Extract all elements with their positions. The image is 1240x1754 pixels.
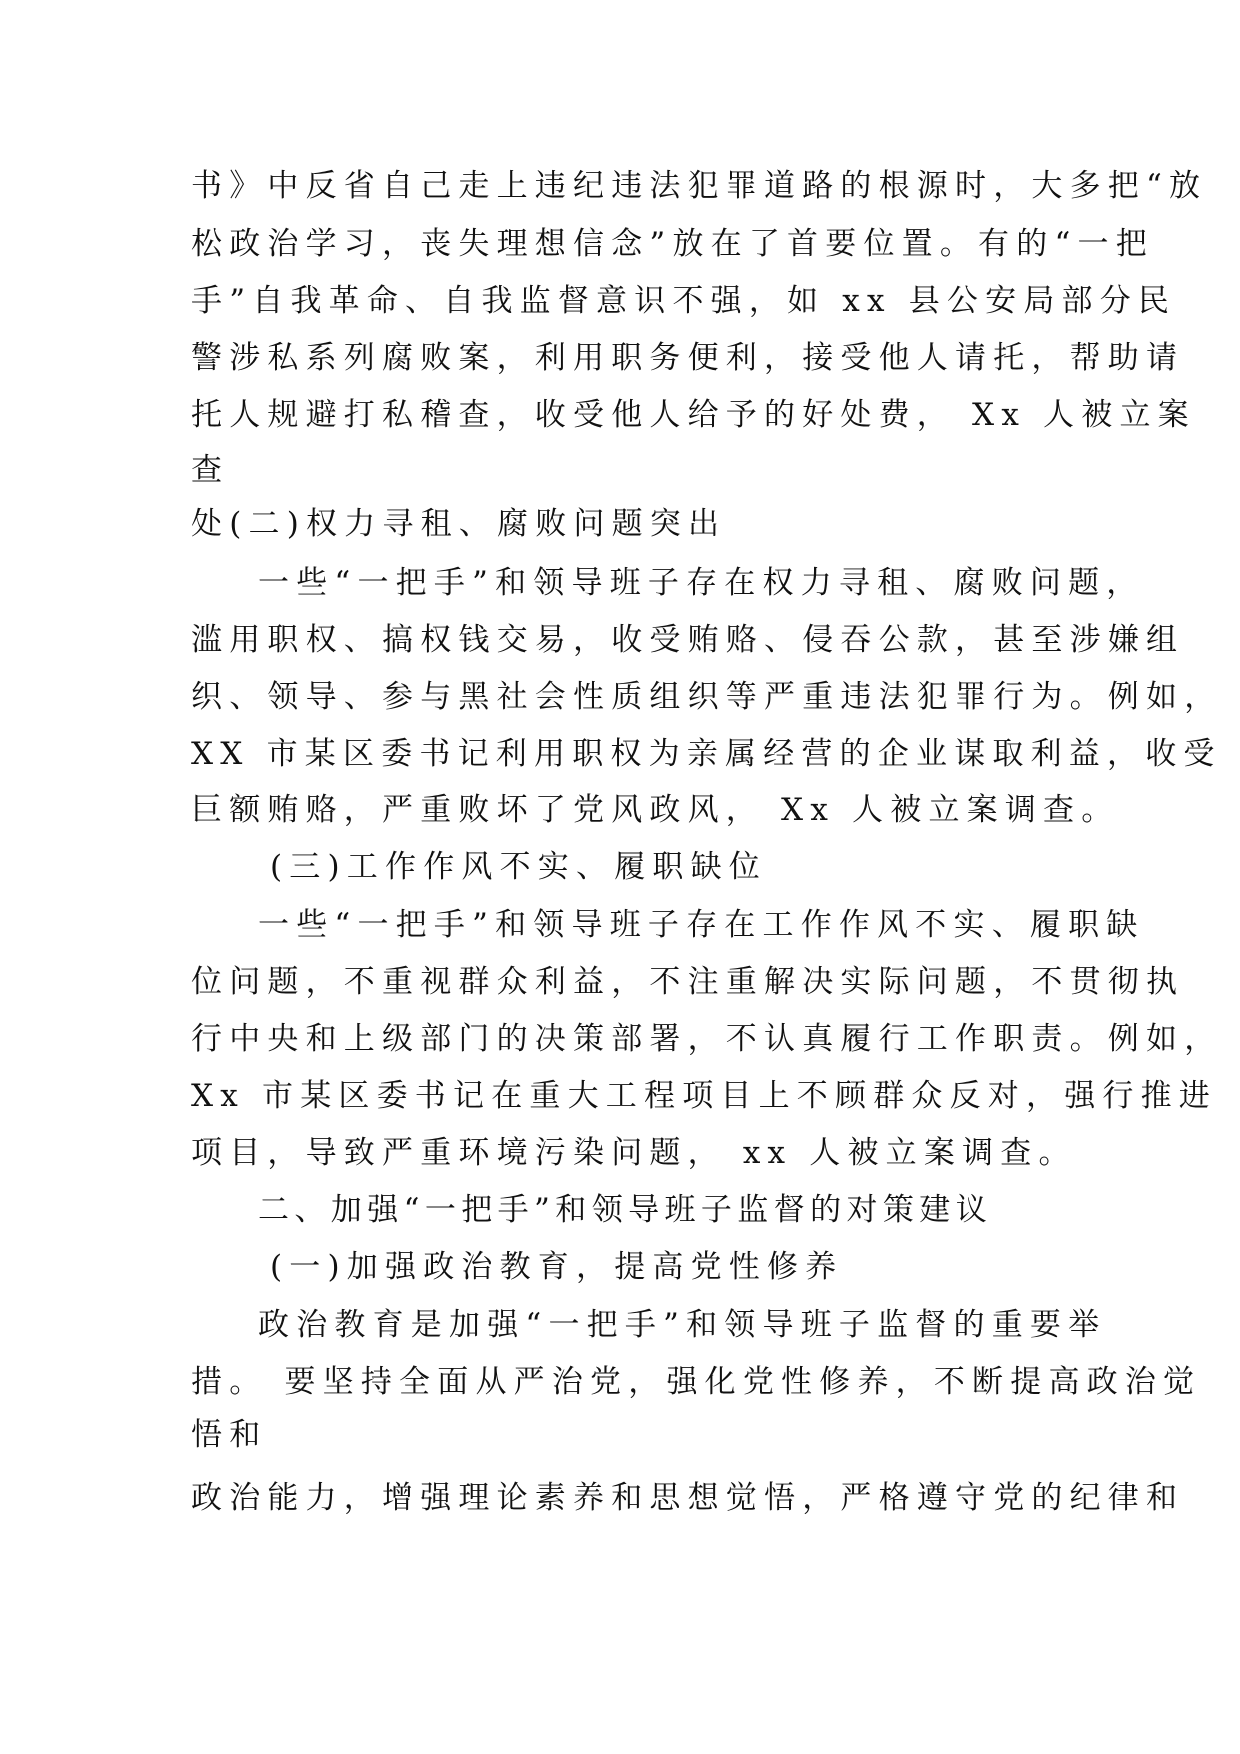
text-line: 滥用职权、搞权钱交易，收受贿赂、侵吞公款，甚至涉嫌组	[191, 622, 1185, 658]
text-line: 政治能力，增强理论素养和思想觉悟，严格遵守党的纪律和	[191, 1480, 1185, 1516]
section-heading: (一)加强政治教育，提高党性修养	[270, 1249, 844, 1285]
text-line: 书》中反省自己走上违纪违法犯罪道路的根源时，大多把“放	[191, 168, 1208, 204]
text-line: 行中央和上级部门的决策部署，不认真履行工作职责。例如，	[191, 1021, 1223, 1057]
text-line: 织、领导、参与黑社会性质组织等严重违法犯罪行为。例如，	[191, 679, 1223, 715]
text-line: 托人规避打私稽查，收受他人给予的好处费， Xx 人被立案	[191, 397, 1196, 433]
text-line: 巨额贿赂，严重败坏了党风政风， Xx 人被立案调查。	[191, 792, 1120, 828]
chapter-heading: 二、加强“一把手”和领导班子监督的对策建议	[258, 1192, 993, 1228]
paragraph-first-line: 一些“一把手”和领导班子存在工作作风不实、履职缺	[258, 907, 1145, 943]
paragraph-first-line: 一些“一把手”和领导班子存在权力寻租、腐败问题，	[258, 565, 1145, 601]
text-line: 悟和	[191, 1417, 268, 1453]
text-line: 松政治学习，丧失理想信念”放在了首要位置。有的“一把	[191, 226, 1154, 262]
text-line: 手”自我革命、自我监督意识不强，如 xx 县公安局部分民	[191, 283, 1177, 319]
text-line: 措。 要坚持全面从严治党，强化党性修养，不断提高政治觉	[191, 1364, 1202, 1400]
text-line: 项目，导致严重环境污染问题， xx 人被立案调查。	[191, 1135, 1077, 1171]
text-line: Xx 市某区委书记在重大工程项目上不顾群众反对，强行推进	[191, 1078, 1218, 1114]
text-line: 位问题，不重视群众利益，不注重解决实际问题，不贯彻执	[191, 964, 1185, 1000]
text-line: 警涉私系列腐败案，利用职务便利，接受他人请托，帮助请	[191, 340, 1185, 376]
paragraph-first-line: 政治教育是加强“一把手”和领导班子监督的重要举	[258, 1307, 1107, 1343]
text-line: 查	[191, 452, 230, 488]
section-heading: (三)工作作风不实、履职缺位	[270, 849, 767, 885]
section-heading: 处(二)权力寻租、腐败问题突出	[191, 506, 727, 542]
text-line: XX 市某区委书记利用职权为亲属经营的企业谋取利益，收受	[191, 736, 1222, 772]
